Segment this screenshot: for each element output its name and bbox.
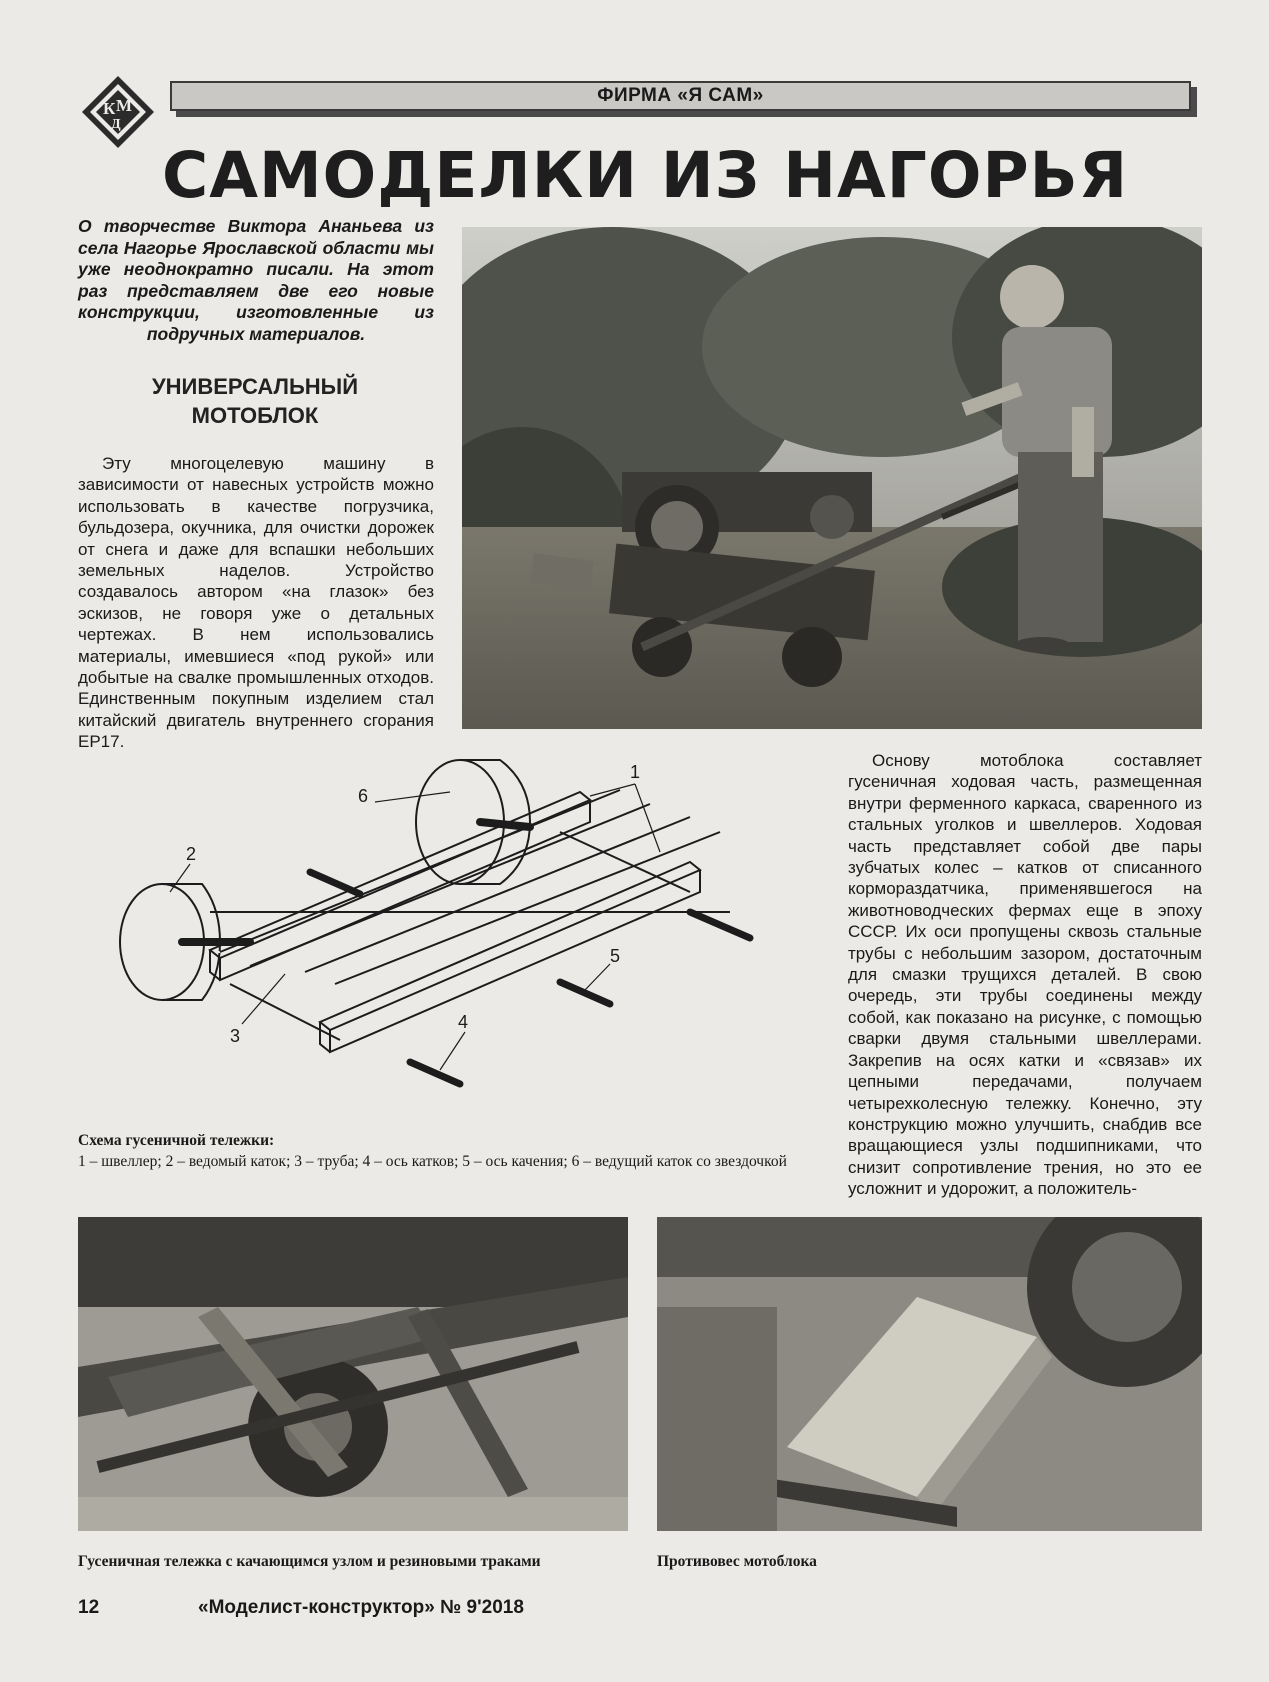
track-cart-diagram [90,752,830,1122]
section-title [80,372,430,430]
photo-caption-right: Противовес мотоблока [657,1553,817,1570]
rubric-shadow [176,111,1197,117]
magazine-issue: «Моделист-конструктор» № 9'2018 [198,1597,524,1618]
diagram-label-6: 6 [358,786,369,806]
photo-counterweight [657,1217,1202,1531]
photo-man-with-tractor [462,227,1202,729]
article-headline: САМОДЕЛКИ ИЗ НАГОРЬЯ [162,139,1129,212]
diagram-label-2: 2 [186,844,197,864]
right-column-text [848,750,1202,1200]
logo-letter-d: Д [111,117,121,132]
schema-caption [78,1130,838,1172]
photo-caption-left: Гусеничная тележка с качающимся узлом и резиновыми траками [78,1553,541,1570]
rubric-label: ФИРМА «Я САМ» [170,81,1191,111]
diagram-label-3: 3 [230,1026,241,1046]
left-column-text [78,453,434,753]
logo-letter-m: М [116,96,133,115]
axle-4 [410,1062,460,1084]
axle-5 [560,982,610,1004]
logo-letter-k: К [103,99,116,118]
photo-track-cart [78,1217,628,1531]
section-title-line-1: УНИВЕРСАЛЬНЫЙ [151,374,359,399]
channel-right [320,862,700,1030]
article-lead: О творчестве Виктора Ананьева из села Нагорье Ярославской области мы уже неоднократно писали. На этот раз представляем две его новые конструкции, изготовленные из подручных материалов. [78,216,434,344]
diagram-label-5: 5 [610,946,621,966]
right-paragraph: Основу мотоблока составляет гусеничная ходовая часть, размещенная внутри ферменного каркаса, сваренного из стальных уголков и швеллеров. Ходовая часть представляет собой две пары зубчатых колес – катков от списанного кормораздатчика, применявшегося на животноводческих фермах еще в эпоху СССР. Их оси пропущены сквозь стальные трубы с небольшим зазором, достаточным для смазки трущихся деталей. В свою очередь, эти трубы соединены между собой, как показано на рисунке, с помощью сварки двумя стальными швеллерами. Закрепив на осях катки и «связав» их цепными передачами, получаем четырехколесную тележку. Конечно, эту конструкцию можно улучшить, снабдив все вращающиеся узлы подшипниками, что снизит сопротивление трения, но это ее усложнит и удорожит, а положитель- [848,751,1202,1199]
rubric-shadow-right [1191,87,1197,117]
schema-caption-title: Схема гусеничной тележки: [78,1132,275,1149]
page-number: 12 [78,1597,100,1618]
left-paragraph: Эту многоцелевую машину в зависимости от навесных устройств можно использовать в качестве погрузчика, бульдозера, окучника, для очистки дорожек от снега и даже для вспашки небольших земельных наделов. Устройство создавалось автором «на глазок» без эскизов, не говоря уже о детальных чертежах. В нем использовались материалы, имевшиеся «под рукой» или добытые на свалке промышленных отходов. Единственным покупным изделием стал китайский двигатель внутреннего сгорания EP17. [78,454,434,752]
section-title-line-2: МОТОБЛОК [191,403,319,428]
magazine-logo [80,74,156,150]
schema-caption-legend: 1 – швеллер; 2 – ведомый каток; 3 – труба; 4 – ось катков; 5 – ось качения; 6 – ведущий каток со звездочкой [78,1153,787,1170]
diagram-label-1: 1 [630,762,641,782]
diagram-label-4: 4 [458,1012,469,1032]
